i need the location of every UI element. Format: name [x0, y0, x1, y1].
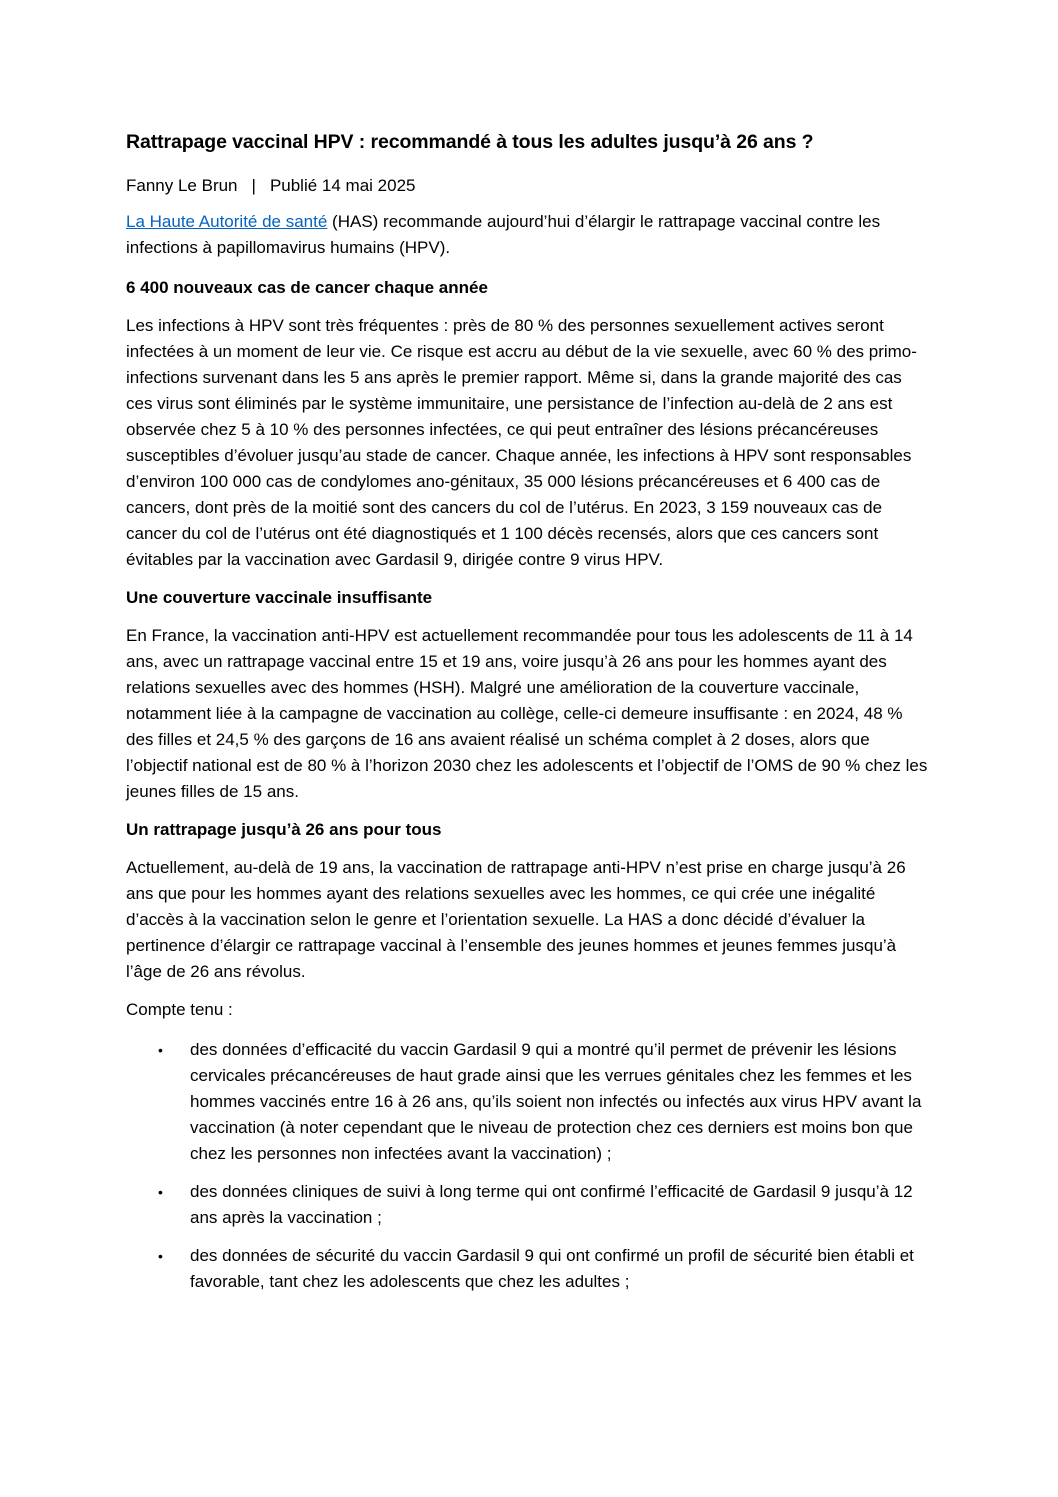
- section-heading-coverage: Une couverture vaccinale insuffisante: [126, 588, 433, 607]
- bullet-icon: •: [158, 1042, 163, 1058]
- list-item: [126, 1179, 932, 1231]
- list-item: [126, 1243, 932, 1295]
- bullet-icon: •: [158, 1184, 163, 1200]
- bullet-list: [126, 1037, 932, 1295]
- list-item-text: des données de sécurité du vaccin Gardasil 9 qui ont confirmé un profil de sécurité bien établi et favorable, tant chez les adolescents que chez les adultes ;: [190, 1246, 914, 1291]
- byline: [126, 173, 932, 199]
- section-paragraph-cancer-cases: Les infections à HPV sont très fréquentes : près de 80 % des personnes sexuellement actives seront infectées à un moment de leur vie. Ce risque est accru au début de la vie sexuelle, avec 60 % des primo-infections survenant dans les 5 ans après le premier rapport. Même si, dans la grande majorité des cas ces virus sont éliminés par le système immunitaire, une persistance de l’infection au-delà de 2 ans est observée chez 5 à 10 % des personnes infectées, ce qui peut entraîner des lésions précancéreuses susceptibles d’évoluer jusqu’au stade de cancer. Chaque année, les infections à HPV sont responsables d’environ 100 000 cas de condylomes ano-génitaux, 35 000 lésions précancéreuses et 6 400 cas de cancers, dont près de la moitié sont des cancers du col de l’utérus. En 2023, 3 159 nouveaux cas de cancer du col de l’utérus ont été diagnostiqués et 1 100 décès recensés, alors que ces cancers sont évitables par la vaccination avec Gardasil 9, dirigée contre 9 virus HPV.: [126, 316, 917, 569]
- section-heading-cancer-cases: 6 400 nouveaux cas de cancer chaque année: [126, 278, 488, 297]
- publish-date: Publié 14 mai 2025: [269, 176, 416, 195]
- bullet-icon: •: [158, 1248, 163, 1264]
- has-link[interactable]: La Haute Autorité de santé: [126, 212, 328, 231]
- author-name: Fanny Le Brun: [126, 176, 238, 195]
- list-item-text: des données cliniques de suivi à long terme qui ont confirmé l’efficacité de Gardasil 9 jusqu’à 12 ans après la vaccination ;: [190, 1182, 913, 1227]
- compte-tenu-label: Compte tenu :: [126, 1000, 233, 1019]
- byline-separator: |: [251, 176, 256, 195]
- section-heading-catch-up: Un rattrapage jusqu’à 26 ans pour tous: [126, 820, 442, 839]
- section-paragraph-catch-up: Actuellement, au-delà de 19 ans, la vaccination de rattrapage anti-HPV n’est prise en charge jusqu’à 26 ans que pour les hommes ayant des relations sexuelles avec les hommes, ce qui crée une inégalité d’accès à la vaccination selon le genre et l’orientation sexuelle. La HAS a donc décidé d’évaluer la pertinence d’élargir ce rattrapage vaccinal à l’ensemble des jeunes hommes et jeunes femmes jusqu’à l’âge de 26 ans révolus.: [126, 858, 906, 981]
- list-item-text: des données d’efficacité du vaccin Gardasil 9 qui a montré qu’il permet de prévenir les lésions cervicales précancéreuses de haut grade ainsi que les verrues génitales chez les femmes et les hommes vaccinés entre 16 à 26 ans, qu’ils soient non infectés ou infectés aux virus HPV avant la vaccination (à noter cependant que le niveau de protection chez ces derniers est moins bon que chez les personnes non infectées avant la vaccination) ;: [190, 1040, 922, 1163]
- section-paragraph-coverage: En France, la vaccination anti-HPV est actuellement recommandée pour tous les adolescents de 11 à 14 ans, avec un rattrapage vaccinal entre 15 et 19 ans, voire jusqu’à 26 ans pour les hommes ayant des relations sexuelles avec des hommes (HSH). Malgré une amélioration de la couverture vaccinale, notamment liée à la campagne de vaccination au collège, celle-ci demeure insuffisante : en 2024, 48 % des filles et 24,5 % des garçons de 16 ans avaient réalisé un schéma complet à 2 doses, alors que l’objectif national est de 80 % à l’horizon 2030 chez les adolescents et l’objectif de l’OMS de 90 % chez les jeunes filles de 15 ans.: [126, 626, 928, 801]
- article-body: [126, 129, 932, 1307]
- list-item: [126, 1037, 932, 1167]
- article-title: Rattrapage vaccinal HPV : recommandé à tous les adultes jusqu’à 26 ans ?: [126, 131, 814, 153]
- intro-text: (HAS) recommande aujourd’hui d’élargir le rattrapage vaccinal contre les infections à papillomavirus humains (HPV).: [126, 212, 881, 257]
- intro-paragraph: [126, 209, 932, 261]
